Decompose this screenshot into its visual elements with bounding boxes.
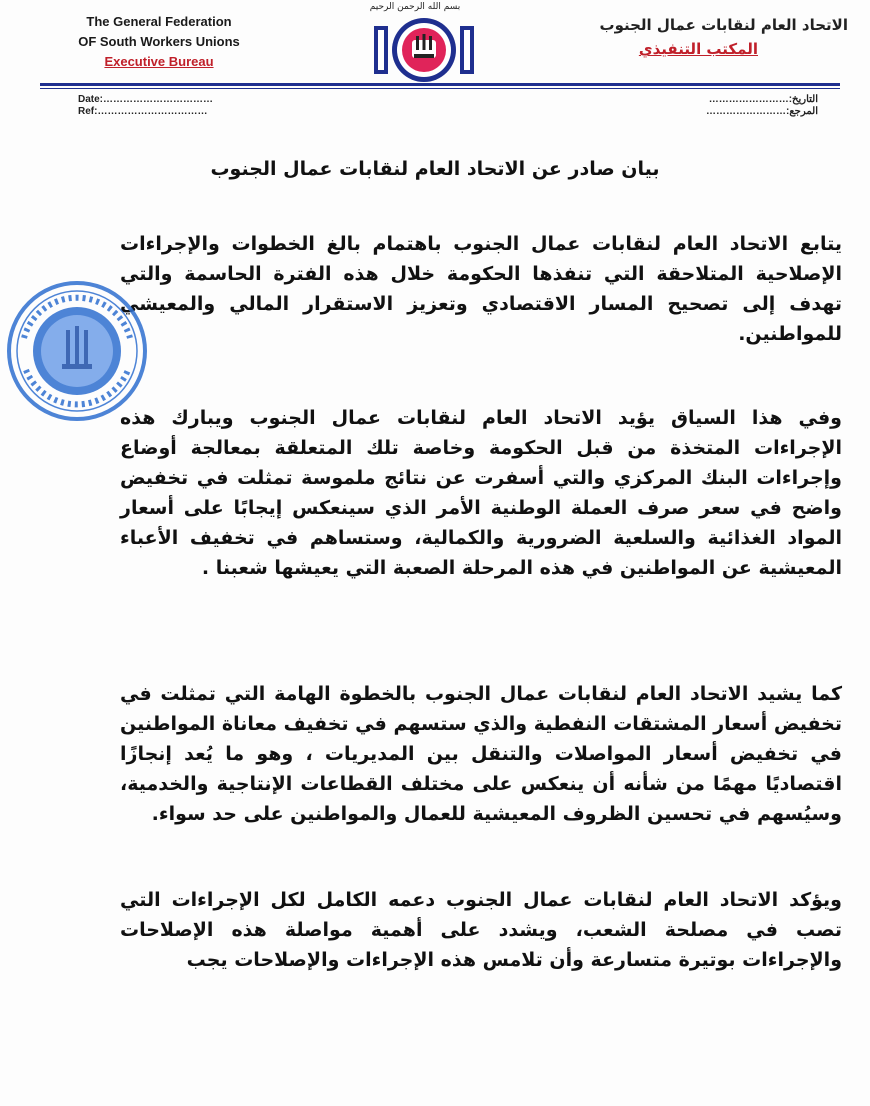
- paragraph-1: يتابع الاتحاد العام لنقابات عمال الجنوب باهتمام بالغ الخطوات والإجراءات الإصلاحية المتلاحقة التي تنفذها الحكومة خلال هذه الفترة الحاسمة والتي تهدف إلى تصحيح المسار الاقتصادي وتعزيز الاستقرار المالي والمعيشي للمواطنين.: [120, 233, 842, 345]
- letterhead-english: [44, 12, 274, 72]
- ref-field-ar: المرجع:……………………: [706, 106, 818, 117]
- federation-name-en-line2: OF South Workers Unions: [78, 34, 240, 49]
- letterhead-arabic: [528, 14, 848, 62]
- date-ref-en: [78, 94, 213, 118]
- bureau-name-en: Executive Bureau: [104, 54, 214, 69]
- ref-field-en: Ref:……………………………: [78, 106, 208, 117]
- federation-name-ar: الاتحاد العام لنقابات عمال الجنوب: [599, 16, 848, 34]
- date-field-en: Date:……………………………: [78, 94, 214, 105]
- date-ref-ar: [706, 94, 818, 118]
- header-rule-thin: [40, 88, 840, 89]
- header-rule-thick: [40, 83, 840, 86]
- paragraph-2: وفي هذا السياق يؤيد الاتحاد العام لنقابات عمال الجنوب ويبارك هذه الإجراءات المتخذة من قبل الحكومة وخاصة تلك المتعلقة بمعالجة أوضاع وإجراءات البنك المركزي والتي أسفرت عن نتائج ملموسة تمثلت في تخفيض واضح في سعر صرف العملة الوطنية الأمر الذي سينعكس إيجابًا على أسعار المواد الغذائية والسلعية الضرورية والكمالية، وستساهم في تخفيف الأعباء المعيشية عن المواطنين في هذه المرحلة الصعبة التي يعيشها شعبنا .: [120, 407, 842, 579]
- statement-title: بيان صادر عن الاتحاد العام لنقابات عمال الجنوب: [210, 158, 660, 180]
- paragraph-3: كما يشيد الاتحاد العام لنقابات عمال الجنوب بالخطوة الهامة التي تمثلت في تخفيض أسعار المشتقات النفطية والذي ستسهم في تخفيف معاناة المواطنين في تخفيض أسعار المواصلات والتنقل بين المديريات ، وهو ما يُعد إنجازًا اقتصاديًا مهمًا من شأنه أن ينعكس على مختلف القطاعات الإنتاجية والخدمية، وسيُسهم في تحسين الظروف المعيشية للعمال والمواطنين على حد سواء.: [120, 683, 842, 825]
- federation-name-en-line1: The General Federation: [86, 14, 232, 29]
- date-field-ar: التاريخ:……………………: [708, 94, 818, 105]
- official-stamp-icon: [4, 278, 150, 424]
- federation-logo-icon: [364, 10, 484, 86]
- paragraph-4: ويؤكد الاتحاد العام لنقابات عمال الجنوب دعمه الكامل لكل الإجراءات التي تصب في مصلحة الشعب، ويشدد على أهمية مواصلة هذه الإصلاحات والإجراءات بوتيرة متسارعة وأن تلامس هذه الإجراءات والإصلاحات يجب: [120, 889, 842, 971]
- bureau-name-ar: المكتب التنفيذي: [638, 40, 758, 58]
- basmala: بسم الله الرحمن الرحيم: [369, 2, 461, 12]
